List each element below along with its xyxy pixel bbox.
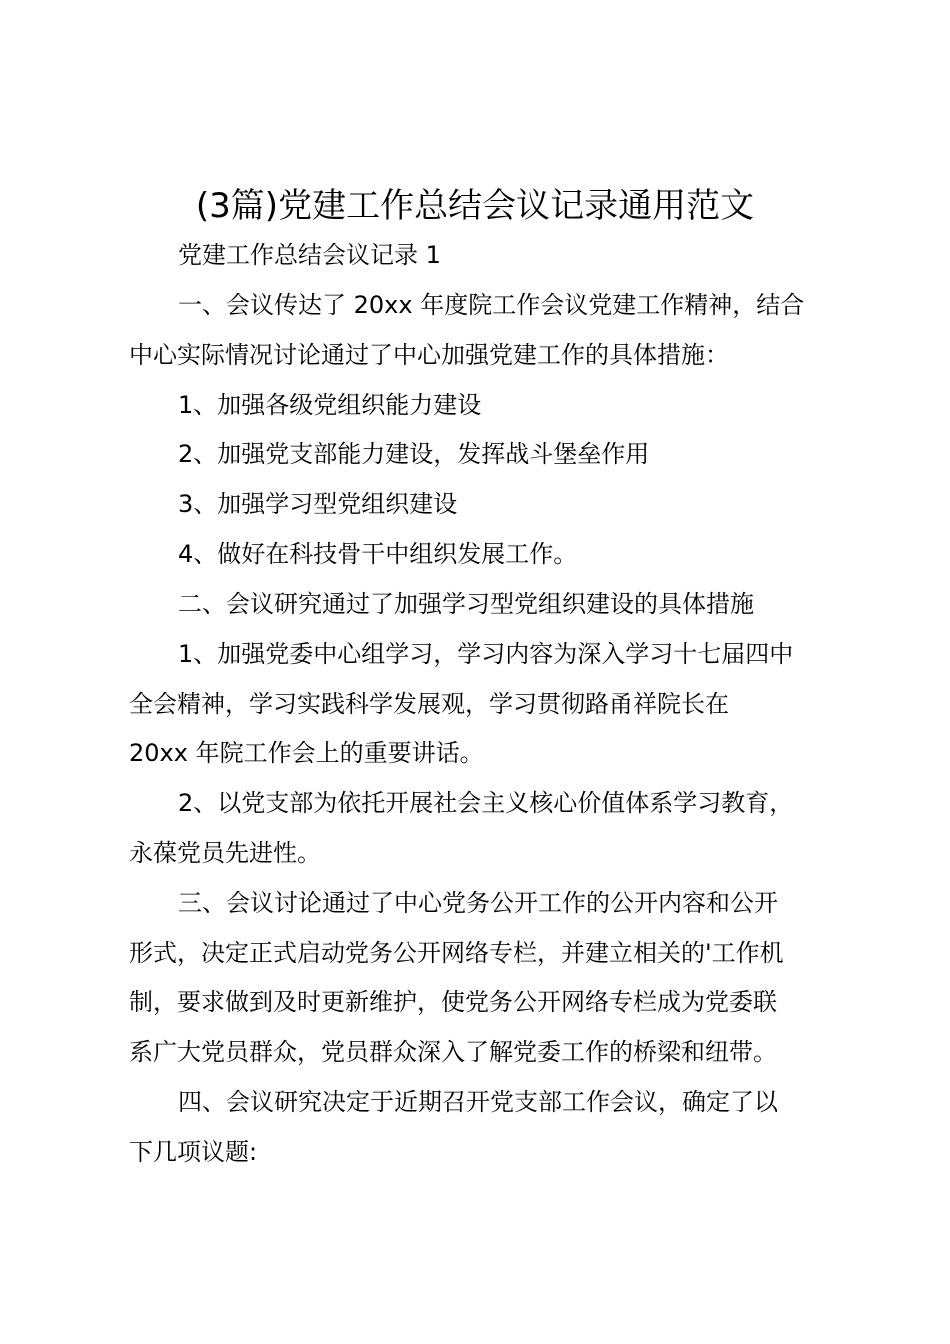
list-item: 3、加强学习型党组织建设 bbox=[178, 490, 458, 518]
paragraph-line: 四、会议研究决定于近期召开党支部工作会议，确定了以 bbox=[178, 1088, 778, 1116]
paragraph-line: 下几项议题: bbox=[129, 1138, 258, 1166]
section-heading-1: 党建工作总结会议记录 1 bbox=[178, 241, 441, 269]
list-item: 1、加强党委中心组学习，学习内容为深入学习十七届四中 bbox=[178, 640, 794, 668]
paragraph-line: 系广大党员群众，党员群众深入了解党委工作的桥梁和纽带。 bbox=[129, 1038, 777, 1066]
paragraph-line: 中心实际情况讨论通过了中心加强党建工作的具体措施： bbox=[129, 341, 729, 369]
paragraph-line: 三、会议讨论通过了中心党务公开工作的公开内容和公开 bbox=[178, 889, 778, 917]
list-item: 2、以党支部为依托开展社会主义核心价值体系学习教育， bbox=[178, 789, 794, 817]
paragraph-line: 一、会议传达了 20xx 年度院工作会议党建工作精神，结合 bbox=[178, 291, 805, 319]
list-item: 1、加强各级党组织能力建设 bbox=[178, 391, 482, 419]
paragraph-line: 形式，决定正式启动党务公开网络专栏，并建立相关的'工作机 bbox=[129, 939, 784, 967]
document-title: (3篇)党建工作总结会议记录通用范文 bbox=[195, 186, 755, 226]
paragraph-line: 全会精神，学习实践科学发展观，学习贯彻路甬祥院长在 bbox=[129, 690, 729, 718]
list-item: 2、加强党支部能力建设，发挥战斗堡垒作用 bbox=[178, 440, 650, 468]
paragraph-line: 二、会议研究通过了加强学习型党组织建设的具体措施 bbox=[178, 590, 754, 618]
paragraph-line: 制，要求做到及时更新维护，使党务公开网络专栏成为党委联 bbox=[129, 988, 777, 1016]
paragraph-line: 20xx 年院工作会上的重要讲话。 bbox=[129, 739, 484, 767]
list-item: 4、做好在科技骨干中组织发展工作。 bbox=[178, 540, 578, 568]
paragraph-line: 永葆党员先进性。 bbox=[129, 839, 321, 867]
